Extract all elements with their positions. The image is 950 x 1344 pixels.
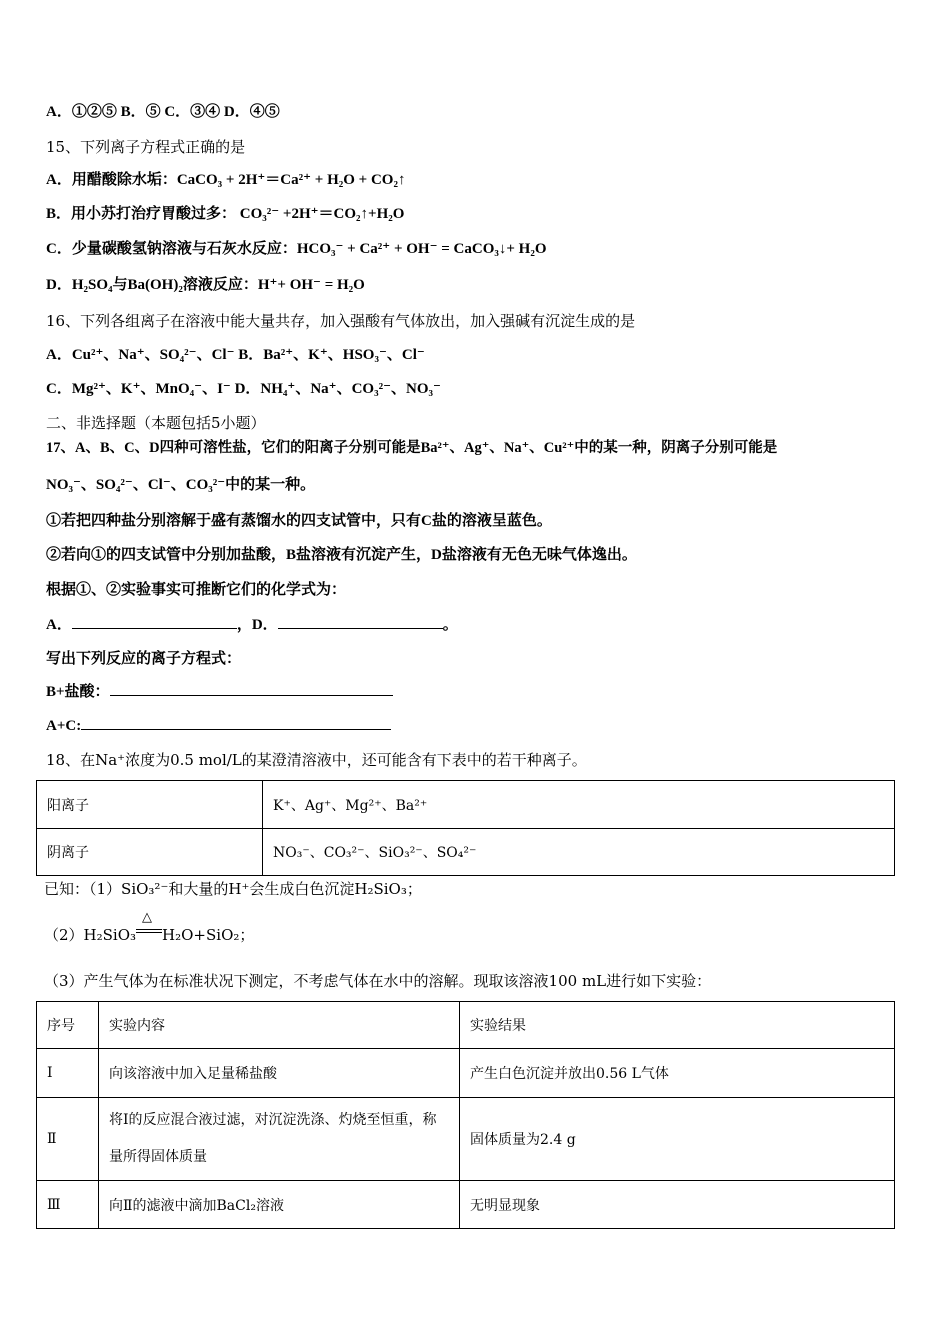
q17-write: 写出下列反应的离子方程式： <box>46 651 242 667</box>
known-2-reactant: （2）H₂SiO₃ <box>44 926 137 944</box>
q17-condition-1: ①若把四种盐分别溶解于盛有蒸馏水的四支试管中，只有C盐的溶液呈蓝色。 <box>46 513 552 529</box>
table-row <box>37 1181 895 1229</box>
q17-b-hcl <box>46 681 393 702</box>
q15-option-d: D．H₂SO₄与Ba(OH)₂溶液反应：H⁺+ OH⁻ = H₂O <box>46 277 365 293</box>
row-index: Ⅲ <box>37 1181 99 1229</box>
experiment-table <box>36 1001 895 1229</box>
ion-list: NO₃⁻、CO₃²⁻、SiO₃²⁻、SO₄²⁻ <box>263 829 895 876</box>
label-a-c: A+C: <box>46 718 82 734</box>
table-header-row <box>37 1002 895 1049</box>
row-content: 向Ⅱ的滤液中滴加BaCl₂溶液 <box>99 1181 460 1229</box>
known-2 <box>44 910 255 945</box>
q15-option-b: B．用小苏打治疗胃酸过多： CO₃²⁻ +2H⁺＝CO₂↑+H₂O <box>46 206 405 222</box>
table-row <box>37 1098 895 1181</box>
row-content: 向该溶液中加入足量稀盐酸 <box>99 1049 460 1098</box>
q16-options-cd: C．Mg²⁺、K⁺、MnO₄⁻、I⁻ D．NH₄⁺、Na⁺、CO₃²⁻、NO₃⁻ <box>46 381 441 397</box>
row-index: Ⅰ <box>37 1049 99 1098</box>
table-row <box>37 1049 895 1098</box>
ion-list: K⁺、Ag⁺、Mg²⁺、Ba²⁺ <box>263 781 895 829</box>
q15-stem: 15、下列离子方程式正确的是 <box>46 138 246 156</box>
heat-equals-sign <box>136 910 162 940</box>
ion-type: 阳离子 <box>37 781 263 829</box>
row-index: Ⅱ <box>37 1098 99 1181</box>
table-row <box>37 829 895 876</box>
ion-type: 阴离子 <box>37 829 263 876</box>
answer-blank-b-hcl[interactable] <box>110 681 393 696</box>
label-a: A． <box>46 617 72 633</box>
answer-blank-a-c[interactable] <box>81 715 391 730</box>
delta-icon: △ <box>142 910 153 925</box>
header-content: 实验内容 <box>99 1002 460 1049</box>
label-d: ，D． <box>236 617 278 633</box>
row-result: 无明显现象 <box>460 1181 895 1229</box>
label-b-hcl: B+盐酸： <box>46 684 110 700</box>
header-index: 序号 <box>37 1002 99 1049</box>
known-2-products: H₂O+SiO₂； <box>162 926 255 944</box>
q15-option-c: C．少量碳酸氢钠溶液与石灰水反应：HCO₃⁻ + Ca²⁺ + OH⁻ = CaCO₃↓+ H₂O <box>46 241 547 257</box>
q17-line1: 17、A、B、C、D四种可溶性盐，它们的阳离子分别可能是Ba²⁺、Ag⁺、Na⁺、Cu²⁺中的某一种，阴离子分别可能是 <box>46 440 778 456</box>
q17-line2: NO₃⁻、SO₄²⁻、Cl⁻、CO₃²⁻中的某一种。 <box>46 477 316 493</box>
row-content: 将Ⅰ的反应混合液过滤，对沉淀洗涤、灼烧至恒重，称量所得固体质量 <box>99 1098 460 1181</box>
q16-stem: 16、下列各组离子在溶液中能大量共存，加入强酸有气体放出，加入强碱有沉淀生成的是 <box>46 312 636 330</box>
q18-stem: 18、在Na⁺浓度为0.5 mol/L的某澄清溶液中，还可能含有下表中的若干种离子。 <box>46 751 587 769</box>
q14-options: A．①②⑤ B．⑤ C．③④ D．④⑤ <box>46 104 280 120</box>
q17-a-c <box>46 715 391 736</box>
header-result: 实验结果 <box>460 1002 895 1049</box>
q16-options-ab: A．Cu²⁺、Na⁺、SO₄²⁻、Cl⁻ B．Ba²⁺、K⁺、HSO₃⁻、Cl⁻ <box>46 347 425 363</box>
section-heading: 二、非选择题（本题包括5小题） <box>46 414 266 432</box>
row-result: 固体质量为2.4 g <box>460 1098 895 1181</box>
row-result: 产生白色沉淀并放出0.56 L气体 <box>460 1049 895 1098</box>
q17-infer: 根据①、②实验事实可推断它们的化学式为： <box>46 582 347 598</box>
answer-blank-d[interactable] <box>278 614 443 629</box>
q17-answer-ad <box>46 614 458 635</box>
ion-table <box>36 780 895 876</box>
known-1: 已知：（1）SiO₃²⁻和大量的H⁺会生成白色沉淀H₂SiO₃； <box>44 880 422 898</box>
answer-blank-a[interactable] <box>72 614 237 629</box>
q17-condition-2: ②若向①的四支试管中分别加盐酸，B盐溶液有沉淀产生，D盐溶液有无色无味气体逸出。 <box>46 547 637 563</box>
period: 。 <box>442 617 458 633</box>
known-3: （3）产生气体为在标准状况下测定，不考虑气体在水中的溶解。现取该溶液100 mL进行如下实验： <box>44 972 712 990</box>
table-row <box>37 781 895 829</box>
q15-option-a: A．用醋酸除水垢：CaCO₃ + 2H⁺＝Ca²⁺ + H₂O + CO₂↑ <box>46 172 406 188</box>
